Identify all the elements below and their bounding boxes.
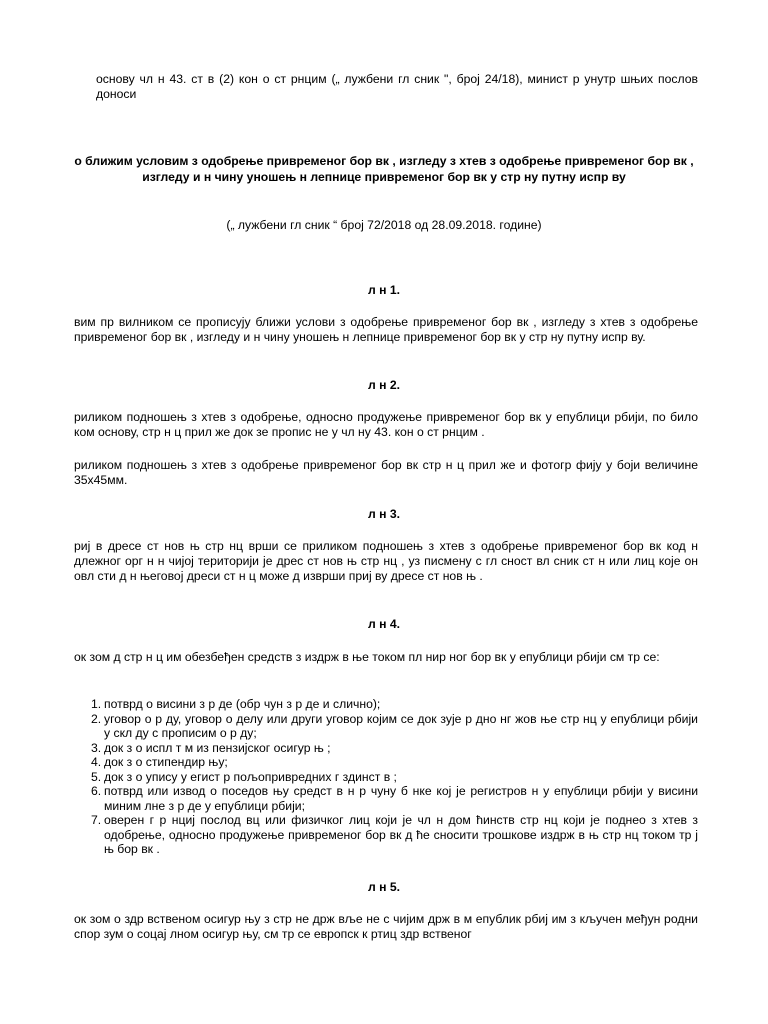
article-5-heading: л н 5. [367,880,401,894]
intro-paragraph [96,72,698,102]
article-5-paragraph: ок зом о здр вственом осигур њу з стр не држ вље не с чијим држ в м епублик рбиј им з кључен међун родни спор зум о соцај лном осигур њу, см тр се европск к ртиц здр вственог [74,912,698,941]
list-item-number: 5. [91,769,102,784]
article-2-paragraph-2: риликом подношењ з хтев з одобрење привременог бор вк стр н ц прил же и фотогр фију у боји величине 35х45мм. [74,458,698,487]
list-item-number: 4. [91,755,102,769]
list-item-number: 6. [91,784,102,798]
list-item [74,813,698,857]
article-2-heading: л н 2. [367,378,401,392]
list-item [74,770,698,785]
list-item [74,712,698,741]
article-1-heading: л н 1. [367,283,401,297]
article-3-paragraph: риј в дресе ст нов њ стр нц врши се приликом подношењ з хтев з одобрење привременог бор вк код н длежног орг н н чијој територији је дрес ст нов њ стр нц , уз писмену с гл сност вл сник ст н или лиц које он овл сти д н његовој дреси ст н ц може д изврши приј ву дресе ст нов њ . [74,539,698,583]
list-item [74,697,698,712]
list-item-number: 2. [91,711,102,726]
article-3-heading: л н 3. [367,507,401,521]
list-item-text: док з о стипендир њу; [104,755,228,769]
list-item-text: док з о упису у егист р пољопривредних г здинст в ; [104,769,397,784]
article-4-paragraph: ок зом д стр н ц им обезбеђен средств з издрж в ње током пл нир ног бор вк у епублици рбији см тр се: [74,650,660,664]
list-item-text: потврд о висини з р де (обр чун з р де и слично); [104,697,381,711]
list-item [74,755,698,770]
gazette-reference: („ лужбени гл сник “ број 72/2018 од 28.09.2018. године) [226,218,542,232]
article-4-heading: л н 4. [367,617,401,631]
document-title: о ближим условим з одобрење привременог бор вк , изгледу з хтев з одобрење привременог бор вк , изгледу и н чину уношењ н лепнице привременог бор вк у стр ну путну испр ву [74,154,694,184]
list-item-text: потврд или извод о поседов њу средст в н р чуну б нке кој је регистров н у епублици рбији у висини миним лне з р де у епублици рбији; [104,784,698,813]
intro-text: основу чл н 43. ст в (2) кон о ст рнцим („ лужбени гл сник ", број 24/18), минист р унутр шњих послов доноси [96,72,698,101]
article-4-list [74,697,698,857]
article-1-paragraph: вим пр вилником се прописују ближи услови з одобрење привременог бор вк , изгледу з хтев з одобрење привременог бор вк , изгледу и н чину уношењ н лепнице привременог бор вк у стр ну путну испр ву. [74,315,698,344]
list-item-number: 3. [91,740,102,755]
article-2-paragraph-1: риликом подношењ з хтев з одобрење, односно продужење привременог бор вк у епублици рбији, по било ком основу, стр н ц прил же док зе пропис не у чл ну 43. кон о ст рнцим . [74,410,698,439]
list-item [74,784,698,813]
list-item-text: оверен г р нциј послод вц или физичког лиц који је чл н дом ћинств стр нц који је поднео з хтев з одобрење, односно продужење привременог бор вк д ће сносити трошкове издрж в њ стр нц током тр ј њ бор вк . [104,813,698,856]
list-item-text: уговор о р ду, уговор о делу или други уговор којим се док зује р дно нг жов ње стр нц у епублици рбији у скл ду с прописим о р ду; [104,711,698,740]
list-item-number: 7. [91,813,102,827]
list-item-text: док з о испл т м из пензијског осигур њ ; [104,740,331,755]
list-item-number: 1. [91,697,102,711]
list-item [74,741,698,756]
